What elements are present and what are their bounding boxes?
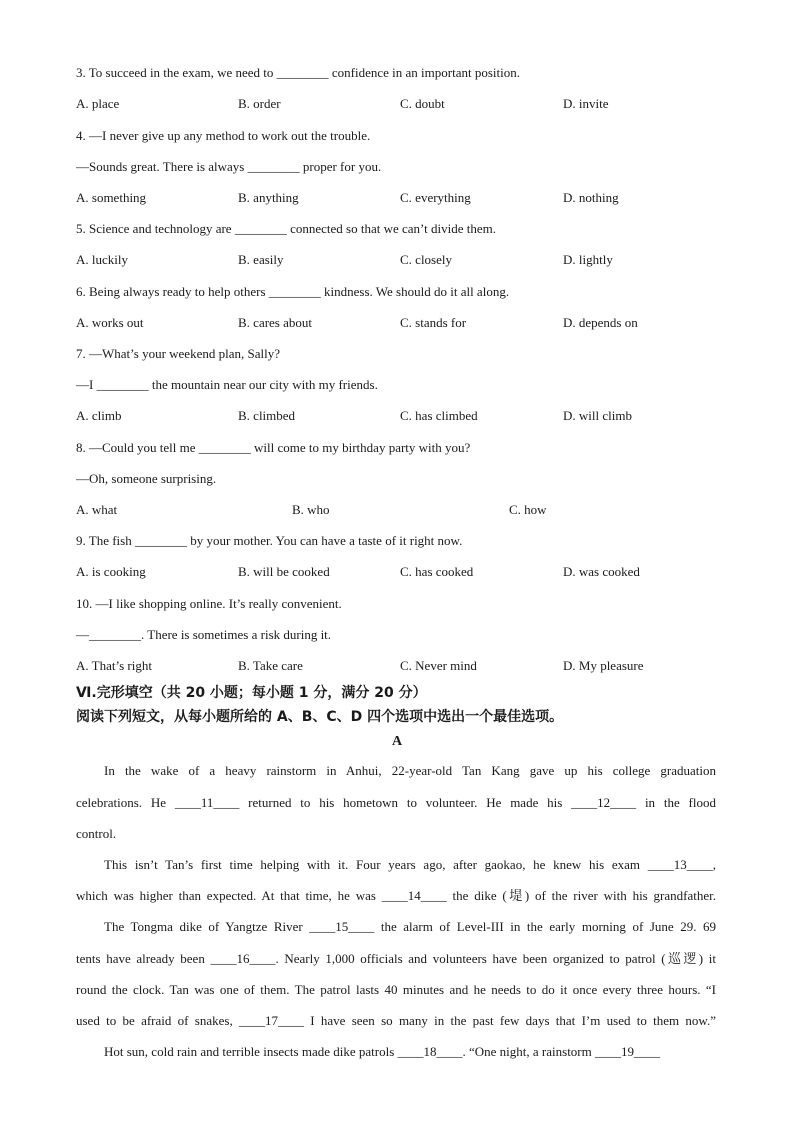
q3-option-a: A. place <box>76 96 120 111</box>
passage-line: tents have already been ____16____. Nearly 1,000 officials and volunteers have been organized to patrol (巡逻) it <box>76 951 716 966</box>
q4-option-d: D. nothing <box>563 190 619 205</box>
q6-option-a: A. works out <box>76 315 144 330</box>
question-8-stem: 8. —Could you tell me ________ will come to my birthday party with you? <box>76 440 471 455</box>
section-title: Ⅵ.完形填空（共 20 小题；每小题 1 分，满分 20 分） <box>76 685 427 701</box>
q5-option-c: C. closely <box>400 252 452 267</box>
q4-option-b: B. anything <box>238 190 299 205</box>
q10-option-c: C. Never mind <box>400 658 477 673</box>
passage-line: celebrations. He ____11____ returned to his hometown to volunteer. He made his ____12____ in the flood <box>76 795 716 810</box>
question-9-stem: 9. The fish ________ by your mother. You can have a taste of it right now. <box>76 533 463 548</box>
q5-option-a: A. luckily <box>76 252 128 267</box>
q6-option-c: C. stands for <box>400 315 467 330</box>
q9-option-a: A. is cooking <box>76 564 146 579</box>
passage-line: The Tongma dike of Yangtze River ____15____ the alarm of Level-III in the early morning of June 29. 69 <box>104 919 716 934</box>
question-5-stem: 5. Science and technology are ________ connected so that we can’t divide them. <box>76 221 496 236</box>
q8-option-a: A. what <box>76 502 118 517</box>
q10-option-b: B. Take care <box>238 658 303 673</box>
q10-option-d: D. My pleasure <box>563 658 644 673</box>
q8-option-b: B. who <box>292 502 330 517</box>
q8-option-c: C. how <box>509 502 547 517</box>
passage-line: This isn’t Tan’s first time helping with it. Four years ago, after gaokao, he knew his exam ____13____, <box>104 857 716 872</box>
question-4-stem: 4. —I never give up any method to work out the trouble. <box>76 128 371 143</box>
q6-option-d: D. depends on <box>563 315 638 330</box>
q5-option-b: B. easily <box>238 252 284 267</box>
question-6-stem: 6. Being always ready to help others ________ kindness. We should do it all along. <box>76 284 510 299</box>
q3-option-c: C. doubt <box>400 96 445 111</box>
q10-option-a: A. That’s right <box>76 658 152 673</box>
q7-option-c: C. has climbed <box>400 408 478 423</box>
question-7-reply: —I ________ the mountain near our city with my friends. <box>76 377 378 392</box>
question-4-reply: —Sounds great. There is always ________ proper for you. <box>76 159 382 174</box>
q5-option-d: D. lightly <box>563 252 613 267</box>
q9-option-b: B. will be cooked <box>238 564 330 579</box>
question-10-reply: —________. There is sometimes a risk during it. <box>76 627 332 642</box>
q3-option-b: B. order <box>238 96 281 111</box>
passage-label: A <box>391 734 403 749</box>
question-8-reply: —Oh, someone surprising. <box>76 471 217 486</box>
question-10-stem: 10. —I like shopping online. It’s really convenient. <box>76 596 342 611</box>
q4-option-a: A. something <box>76 190 147 205</box>
q9-option-c: C. has cooked <box>400 564 474 579</box>
q7-option-a: A. climb <box>76 408 122 423</box>
q7-option-d: D. will climb <box>563 408 632 423</box>
question-7-stem: 7. —What’s your weekend plan, Sally? <box>76 346 280 361</box>
passage-line: used to be afraid of snakes, ____17____ I have seen so many in the past few days that I’m used to them now.” <box>76 1013 716 1028</box>
passage-line: In the wake of a heavy rainstorm in Anhui, 22-year-old Tan Kang gave up his college graduation <box>104 763 716 778</box>
passage-line: which was higher than expected. At that time, he was ____14____ the dike (堤) of the river with his grandfather. <box>76 888 716 903</box>
question-3-stem: 3. To succeed in the exam, we need to ________ confidence in an important position. <box>76 65 520 80</box>
q9-option-d: D. was cooked <box>563 564 640 579</box>
q7-option-b: B. climbed <box>238 408 296 423</box>
passage-line: control. <box>76 826 117 841</box>
section-instruction: 阅读下列短文，从每小题所给的 A、B、C、D 四个选项中选出一个最佳选项。 <box>76 709 564 725</box>
q4-option-c: C. everything <box>400 190 471 205</box>
passage-line: Hot sun, cold rain and terrible insects made dike patrols ____18____. “One night, a rainstorm ____19____ <box>104 1044 660 1059</box>
q6-option-b: B. cares about <box>238 315 313 330</box>
q3-option-d: D. invite <box>563 96 609 111</box>
passage-line: round the clock. Tan was one of them. The patrol lasts 40 minutes and he needs to do it once every three hours. “I <box>76 982 716 997</box>
